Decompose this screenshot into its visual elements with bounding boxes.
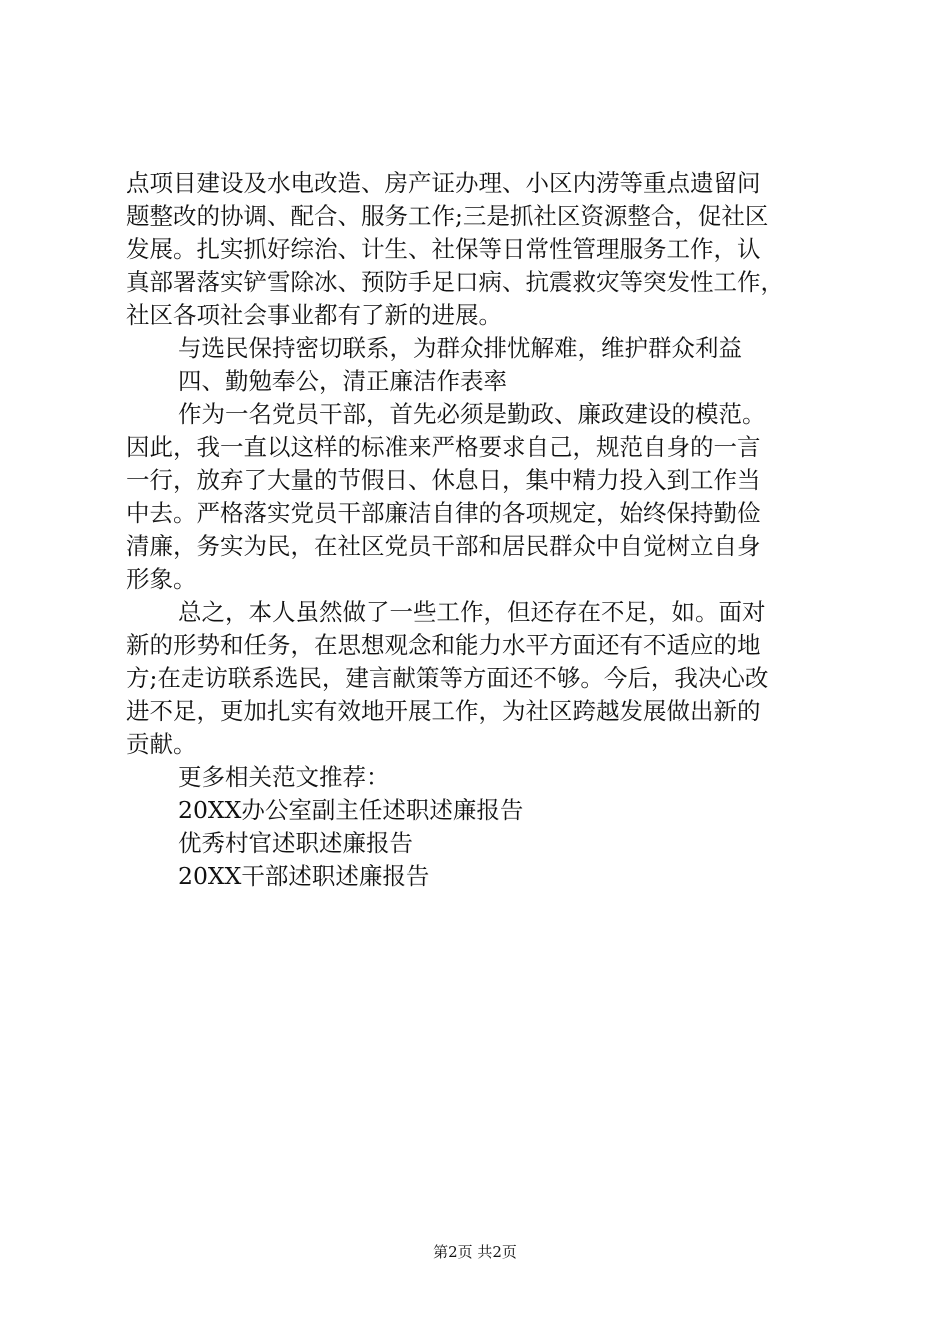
paragraph-line: 总之，本人虽然做了一些工作，但还存在不足，如。面对: [178, 598, 766, 626]
body-line: 贡献。: [126, 730, 197, 758]
recommendations-heading: 更多相关范文推荐：: [178, 763, 390, 791]
body-line: 清廉，务实为民，在社区党员干部和居民群众中自觉树立自身: [126, 532, 761, 560]
body-line: 方;在走访联系选民，建言献策等方面还不够。今后，我决心改: [126, 664, 769, 692]
paragraph-line: 与选民保持密切联系，为群众排忧解难，维护群众利益: [178, 334, 742, 362]
body-line: 一行，放弃了大量的节假日、休息日，集中精力投入到工作当: [126, 466, 761, 494]
body-line: 社区各项社会事业都有了新的进展。: [126, 301, 502, 329]
document-body: [126, 167, 831, 893]
paragraph-line: 作为一名党员干部，首先必须是勤政、廉政建设的模范。: [178, 400, 766, 428]
section-heading: 四、勤勉奉公，清正廉洁作表率: [178, 367, 507, 395]
recommendation-link[interactable]: 20XX办公室副主任述职述廉报告: [178, 796, 524, 824]
body-line: 进不足，更加扎实有效地开展工作，为社区跨越发展做出新的: [126, 697, 761, 725]
body-line: 真部署落实铲雪除冰、预防手足口病、抗震救灾等突发性工作，: [126, 268, 784, 296]
body-line: 发展。扎实抓好综治、计生、社保等日常性管理服务工作，认: [126, 235, 761, 263]
recommendation-link[interactable]: 20XX干部述职述廉报告: [178, 862, 430, 890]
page-footer: 第2页 共2页: [433, 1243, 517, 1261]
body-line: 题整改的协调、配合、服务工作;三是抓社区资源整合，促社区: [126, 202, 769, 230]
body-line: 因此，我一直以这样的标准来严格要求自己，规范自身的一言: [126, 433, 761, 461]
body-line: 中去。严格落实党员干部廉洁自律的各项规定，始终保持勤俭: [126, 499, 761, 527]
body-line: 点项目建设及水电改造、房产证办理、小区内涝等重点遗留问: [126, 169, 761, 197]
body-line: 形象。: [126, 565, 197, 593]
body-line: 新的形势和任务，在思想观念和能力水平方面还有不适应的地: [126, 631, 761, 659]
recommendation-link[interactable]: 优秀村官述职述廉报告: [178, 829, 413, 857]
